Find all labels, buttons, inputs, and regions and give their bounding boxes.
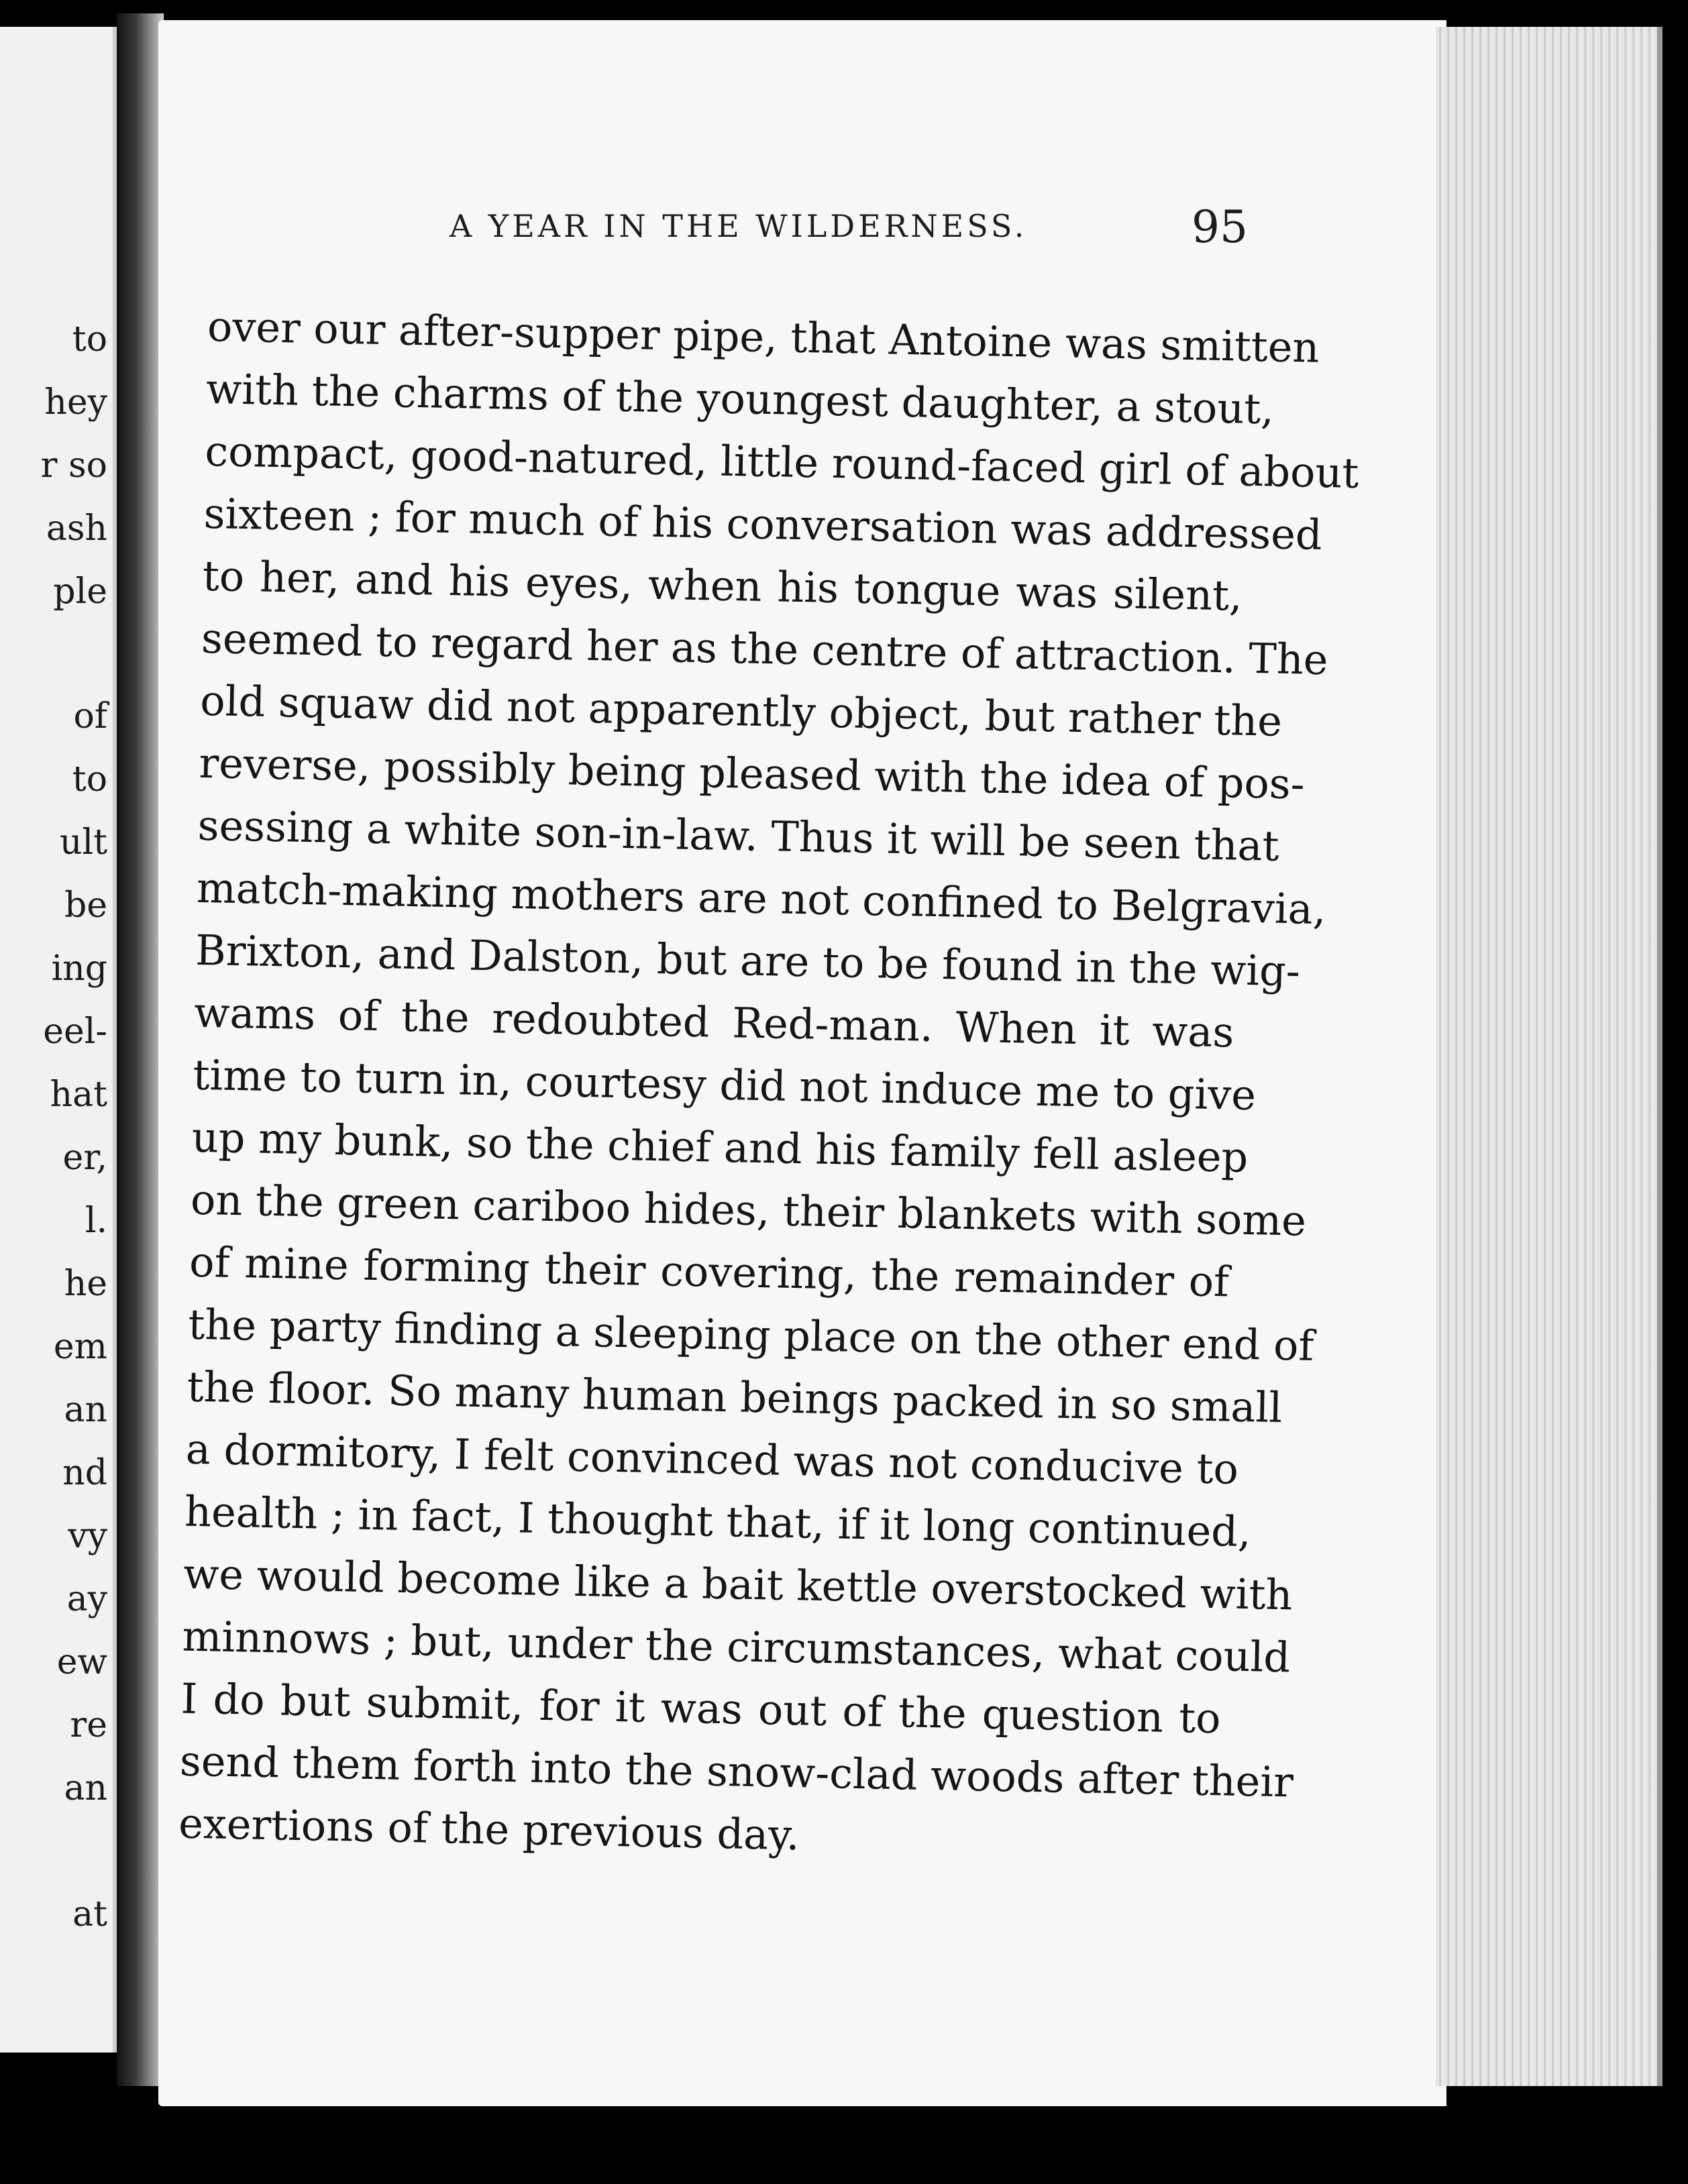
left-page-fragment: re [70, 1705, 107, 1745]
page-number: 95 [1192, 201, 1248, 253]
text-line: we would become like a bait kettle overstocked with [182, 1549, 1294, 1620]
text-line: wams of the redoubted Red-man. When it was [193, 987, 1234, 1057]
left-page-fragment: l. [85, 1201, 107, 1241]
body-text [178, 295, 1360, 1874]
left-page-fragment: ew [56, 1642, 107, 1682]
text-line: exertions of the previous day. [178, 1798, 800, 1860]
left-page-fragment: em [53, 1327, 107, 1367]
running-head: A YEAR IN THE WILDERNESS. [450, 208, 1028, 244]
left-page-fragment: vy [68, 1516, 107, 1556]
left-page-fragment: hat [50, 1075, 107, 1115]
text-line: over our after-supper pipe, that Antoine was smitten [207, 301, 1320, 372]
text-line: to her, and his eyes, when his tongue was silent, [202, 551, 1243, 620]
text-line: health ; in fact, I thought that, if it long continued, [184, 1486, 1252, 1557]
text-line: I do but submit, for it was out of the question to [180, 1674, 1222, 1743]
left-page-fragment: ult [59, 822, 107, 863]
left-page-fragment: an [64, 1390, 107, 1430]
left-facing-page [0, 27, 117, 2053]
text-line: the floor. So many human beings packed in so small [187, 1362, 1283, 1433]
text-line: send them forth into the snow-clad woods after their [179, 1736, 1294, 1807]
book-gutter-shadow [117, 13, 164, 2086]
text-line: seemed to regard her as the centre of attraction. The [201, 613, 1329, 685]
text-line: old squaw did not apparently object, but rather the [199, 675, 1283, 746]
text-line: with the charms of the youngest daughter, a stout, [205, 364, 1275, 434]
left-page-fragment: at [72, 1894, 107, 1934]
text-line: of mine forming their covering, the remainder of [189, 1237, 1230, 1307]
left-page-fragment: of [73, 696, 107, 736]
text-line: the party finding a sleeping place on the other end of [187, 1299, 1315, 1370]
text-line: sessing a white son-in-law. Thus it will be seen that [197, 800, 1280, 871]
text-line: compact, good-natured, little round-faced girl of about [204, 426, 1360, 498]
left-page-fragment: er, [62, 1138, 107, 1178]
left-page-fragment: ple [53, 571, 107, 612]
stacked-page-edges [1436, 27, 1663, 2086]
text-line: reverse, possibly being pleased with the idea of pos- [198, 738, 1306, 809]
text-line: minnows ; but, under the circumstances, what could [181, 1611, 1291, 1682]
text-line: on the green cariboo hides, their blankets with some [190, 1175, 1307, 1246]
text-line: up my bunk, so the chief and his family fell asleep [191, 1112, 1249, 1182]
left-page-fragment: eel- [43, 1012, 107, 1052]
left-page-fragment: nd [62, 1453, 107, 1493]
left-page-fragment: to [72, 319, 107, 360]
left-page-fragment: hey [44, 382, 107, 423]
left-page-fragment: an [64, 1768, 107, 1808]
page-header [450, 201, 1248, 255]
left-page-fragment: r so [40, 445, 107, 486]
left-page-fragment: be [64, 885, 107, 926]
text-line: sixteen ; for much of his conversation was addressed [203, 488, 1323, 559]
left-page-fragment: to [72, 759, 107, 800]
left-page-fragment: ay [66, 1579, 107, 1619]
text-line: time to turn in, courtesy did not induce me to give [192, 1050, 1257, 1120]
text-line: match-making mothers are not confined to Belgravia, [196, 863, 1327, 934]
left-page-fragment: he [64, 1264, 107, 1304]
left-page-fragment: ash [46, 508, 107, 549]
left-page-fragment: ing [51, 948, 107, 989]
text-line: a dormitory, I felt convinced was not conducive to [185, 1424, 1239, 1494]
text-line: Brixton, and Dalston, but are to be found in the wig- [195, 925, 1301, 996]
